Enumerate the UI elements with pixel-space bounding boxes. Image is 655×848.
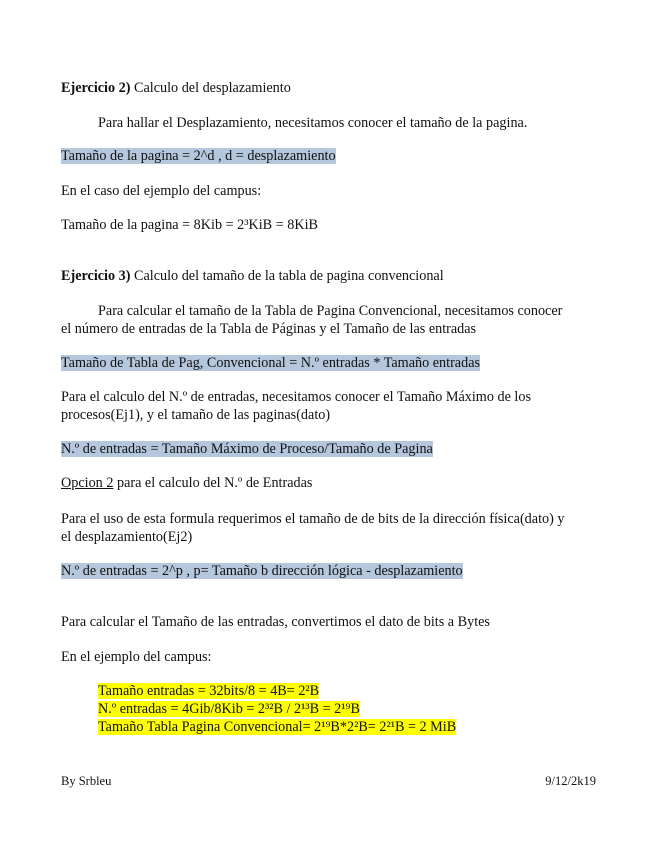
footer-author: By Srbleu xyxy=(61,774,112,788)
exercise-2-title: Calculo del desplazamiento xyxy=(130,80,291,96)
option-2-line1: Para el uso de esta formula requerimos el tamaño de de bits de la dirección física(dato) y xyxy=(61,511,565,527)
exercise-3-calc-line2: procesos(Ej1), y el tamaño de las paginas(dato) xyxy=(61,407,331,423)
exercise-2-heading xyxy=(61,79,291,97)
exercise-3-heading xyxy=(61,267,444,285)
option-2-title: para el calculo del N.º de Entradas xyxy=(113,475,313,491)
result-line-3 xyxy=(98,718,456,736)
table-size-result: Tamaño Tabla Pagina Convencional= 2¹⁹B*2²B= 2²¹B = 2 MiB xyxy=(98,719,457,735)
exercise-2-example: Tamaño de la pagina = 8Kib = 2³KiB = 8KiB xyxy=(61,217,318,233)
exercise-3-label: Ejercicio 3) xyxy=(61,268,131,284)
entries-size-intro: Para calcular el Tamaño de las entradas, convertimos el dato de bits a Bytes xyxy=(61,614,490,630)
footer-date: 9/12/2k19 xyxy=(545,774,596,788)
entry-size-result: Tamaño entradas = 32bits/8 = 4B= 2²B xyxy=(98,683,320,699)
campus-example-label: En el ejemplo del campus: xyxy=(61,649,212,665)
exercise-2-intro: Para hallar el Desplazamiento, necesitamos conocer el tamaño de la pagina. xyxy=(98,115,528,131)
entries-power-formula: N.º de entradas = 2^p , p= Tamaño b dirección lógica - desplazamiento xyxy=(61,563,463,579)
exercise-3-formula xyxy=(61,354,480,372)
exercise-2-label: Ejercicio 2) xyxy=(61,80,131,96)
option-2-heading xyxy=(61,474,312,492)
exercise-3-intro-line1: Para calcular el tamaño de la Tabla de Pagina Convencional, necesitamos conocer xyxy=(98,303,563,319)
option-2-formula xyxy=(61,562,463,580)
entry-count-result: N.º entradas = 4Gib/8Kib = 2³²B / 2¹³B = 2¹⁹B xyxy=(98,701,360,717)
exercise-3-entries-formula xyxy=(61,440,433,458)
result-line-1 xyxy=(98,682,319,700)
result-line-2 xyxy=(98,700,360,718)
exercise-2-formula xyxy=(61,147,336,165)
exercise-3-intro-line2: el número de entradas de la Tabla de Páginas y el Tamaño de las entradas xyxy=(61,321,477,337)
exercise-3-title: Calculo del tamaño de la tabla de pagina convencional xyxy=(130,268,444,284)
exercise-3-calc-line1: Para el calculo del N.º de entradas, necesitamos conocer el Tamaño Máximo de los xyxy=(61,389,531,405)
option-2-line2: el desplazamiento(Ej2) xyxy=(61,529,193,545)
entries-formula: N.º de entradas = Tamaño Máximo de Proceso/Tamaño de Pagina xyxy=(61,441,433,457)
option-2-link: Opcion 2 xyxy=(61,475,114,491)
table-size-formula: Tamaño de Tabla de Pag, Convencional = N.º entradas * Tamaño entradas xyxy=(61,355,481,371)
exercise-2-case-label: En el caso del ejemplo del campus: xyxy=(61,183,262,199)
page-size-formula: Tamaño de la pagina = 2^d , d = desplazamiento xyxy=(61,148,336,164)
